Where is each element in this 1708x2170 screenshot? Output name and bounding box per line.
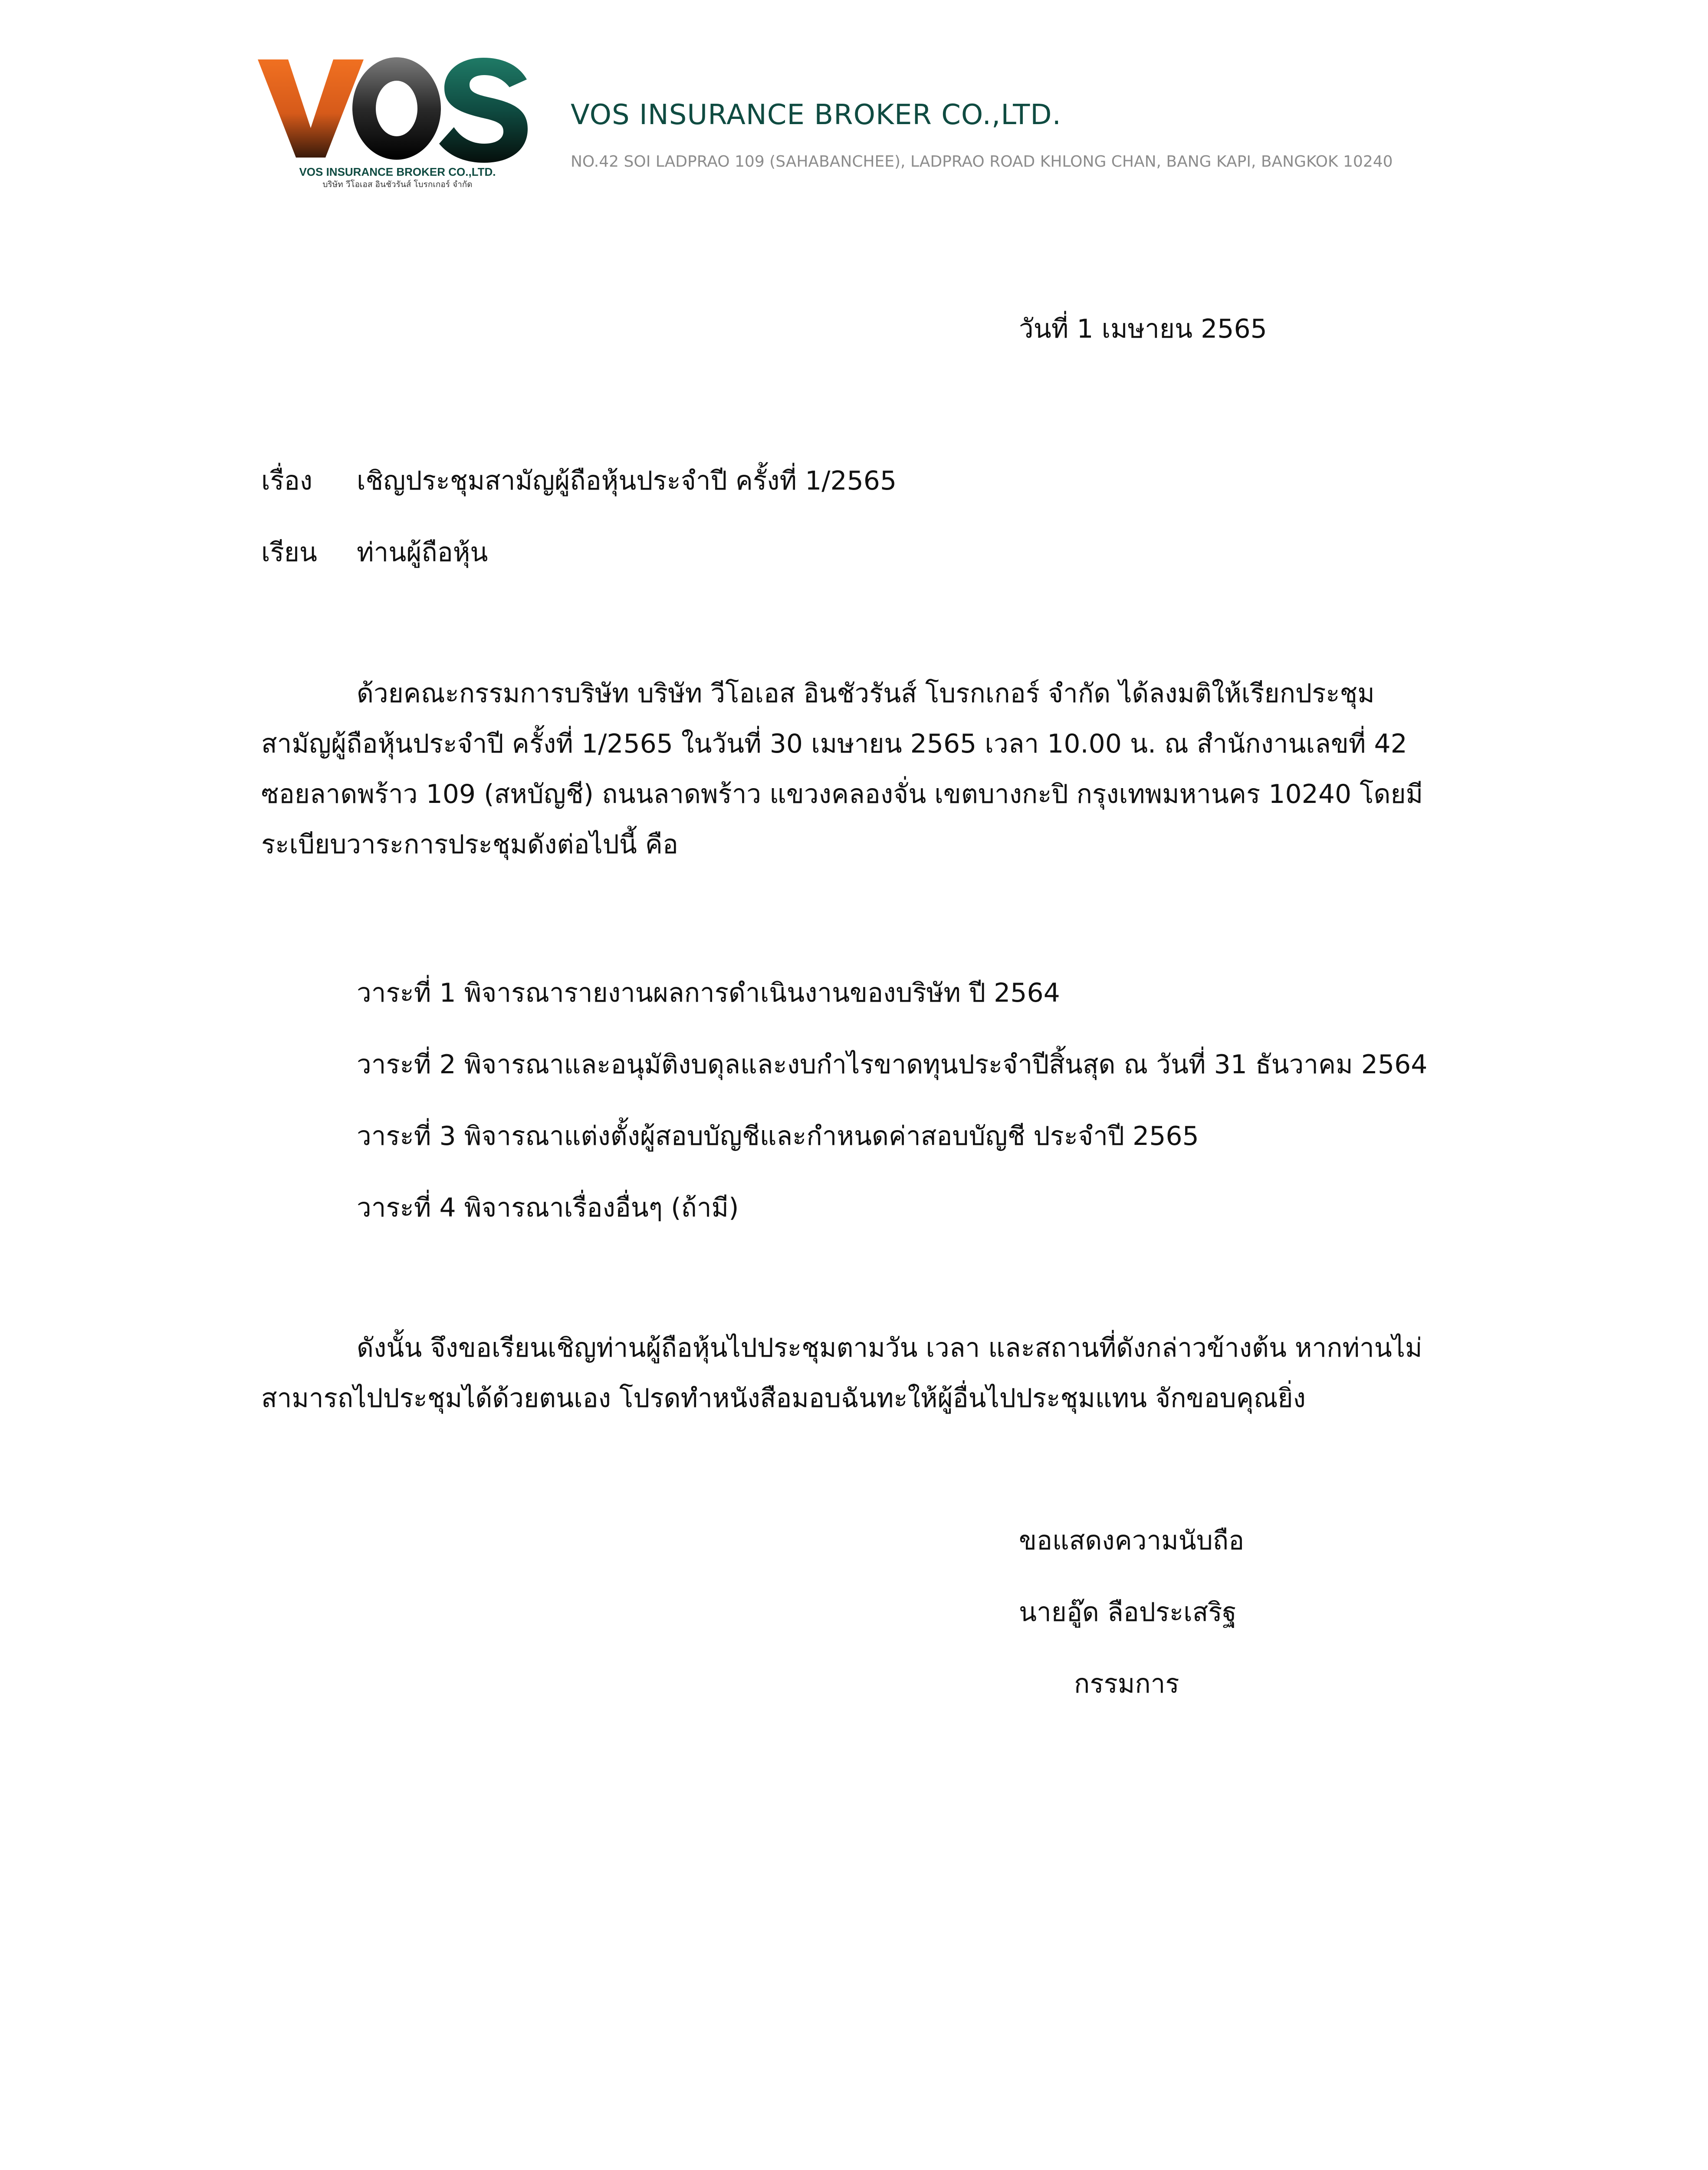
closing-paragraph: ดังนั้น จึงขอเรียนเชิญท่านผู้ถือหุ้นไปประชุมตามวัน เวลา และสถานที่ดังกล่าวข้างต้น หากท่านไม่สามารถไปประชุมได้ด้วยตนเอง โปรดทำหนังสือมอบฉันทะให้ผู้อื่นไปประชุมแทน จักขอบคุณยิ่ง	[261, 1333, 1422, 1414]
agenda-item: วาระที่ 4 พิจารณาเรื่องอื่นๆ (ถ้ามี)	[357, 1193, 739, 1223]
company-logo	[258, 54, 535, 193]
logo-subtitle-en: VOS INSURANCE BROKER CO.,LTD.	[299, 165, 496, 178]
agenda-item: วาระที่ 3 พิจารณาแต่งตั้งผู้สอบบัญชีและกำหนดค่าสอบบัญชี ประจำปี 2565	[357, 1121, 1199, 1151]
sign-off: ขอแสดงความนับถือ	[1019, 1526, 1245, 1556]
company-address: NO.42 SOI LADPRAO 109 (SAHABANCHEE), LADPRAO ROAD KHLONG CHAN, BANG KAPI, BANGKOK 10240	[571, 153, 1393, 171]
vos-logo-graphic	[258, 54, 535, 193]
letter-date: วันที่ 1 เมษายน 2565	[1019, 314, 1267, 344]
signer-name: นายอู๊ด ลือประเสริฐ	[1019, 1597, 1237, 1628]
recipient-label: เรียน	[261, 537, 317, 568]
subject-text: เชิญประชุมสามัญผู้ถือหุ้นประจำปี ครั้งที่ 1/2565	[357, 466, 897, 496]
subject-label: เรื่อง	[261, 466, 313, 496]
logo-subtitle-th: บริษัท วีโอเอส อินชัวรันส์ โบรกเกอร์ จำกัด	[322, 180, 473, 189]
recipient-text: ท่านผู้ถือหุ้น	[357, 537, 488, 568]
signer-title: กรรมการ	[1074, 1669, 1179, 1699]
company-name: VOS INSURANCE BROKER CO.,LTD.	[571, 99, 1061, 131]
agenda-item: วาระที่ 2 พิจารณาและอนุมัติงบดุลและงบกำไรขาดทุนประจำปีสิ้นสุด ณ วันที่ 31 ธันวาคม 2564	[357, 1049, 1428, 1080]
intro-paragraph: ด้วยคณะกรรมการบริษัท บริษัท วีโอเอส อินชัวรันส์ โบรกเกอร์ จำกัด ได้ลงมติให้เรียกประชุมสามัญผู้ถือหุ้นประจำปี ครั้งที่ 1/2565 ในวันที่ 30 เมษายน 2565 เวลา 10.00 น. ณ สำนักงานเลขที่ 42 ซอยลาดพร้าว 109 (สหบัญชี) ถนนลาดพร้าว แขวงคลองจั่น เขตบางกะปิ กรุงเทพมหานคร 10240 โดยมีระเบียบวาระการประชุมดังต่อไปนี้ คือ	[261, 678, 1423, 860]
agenda-item: วาระที่ 1 พิจารณารายงานผลการดำเนินงานของบริษัท ปี 2564	[357, 978, 1060, 1008]
